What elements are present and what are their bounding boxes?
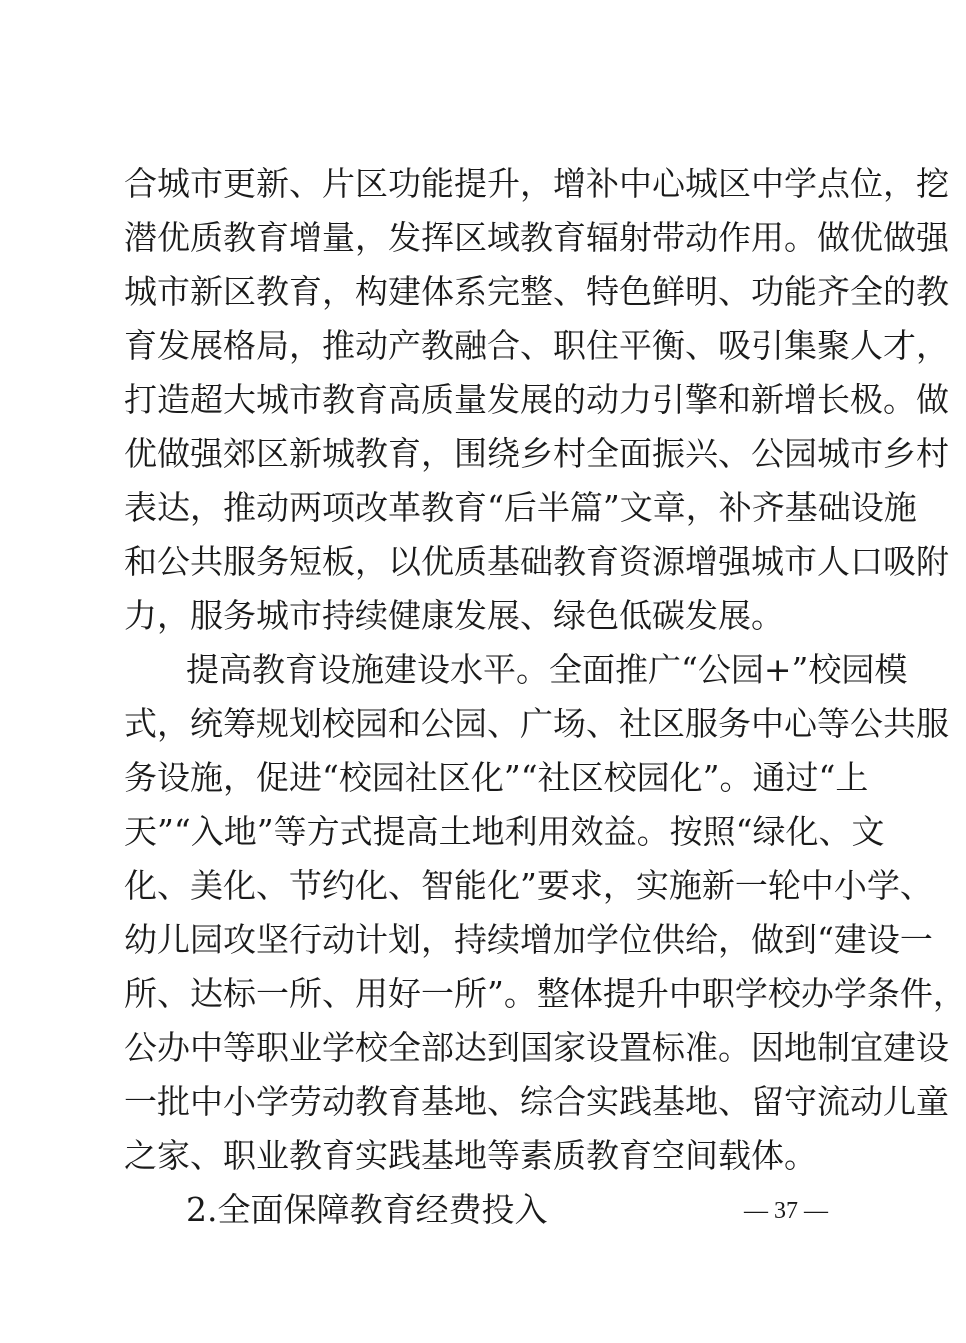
text-line: 表达，推动两项改革教育“后半篇”文章，补齐基础设施 xyxy=(124,488,917,527)
text-line: 幼儿园攻坚行动计划，持续增加学位供给，做到“建设一 xyxy=(124,920,933,959)
section-heading: 2.全面保障教育经费投入 xyxy=(186,1190,548,1229)
text-line: 天”“入地”等方式提高土地利用效益。按照“绿化、文 xyxy=(124,812,885,851)
text-line: 打造超大城市教育高质量发展的动力引擎和新增长极。做 xyxy=(124,380,949,419)
text-line: 提高教育设施建设水平。全面推广“公园+”校园模 xyxy=(186,650,908,689)
text-line: 所、达标一所、用好一所”。整体提升中职学校办学条件， xyxy=(124,974,966,1013)
text-line: 合城市更新、片区功能提升，增补中心城区中学点位，挖 xyxy=(124,164,949,203)
text-line: 公办中等职业学校全部达到国家设置标准。因地制宜建设 xyxy=(124,1028,949,1067)
text-line: 之家、职业教育实践基地等素质教育空间载体。 xyxy=(124,1136,817,1175)
text-line: 城市新区教育，构建体系完整、特色鲜明、功能齐全的教 xyxy=(124,272,949,311)
text-line: 化、美化、节约化、智能化”要求，实施新一轮中小学、 xyxy=(124,866,933,905)
text-line: 育发展格局，推动产教融合、职住平衡、吸引集聚人才， xyxy=(124,326,949,365)
text-line: 务设施，促进“校园社区化”“社区校园化”。通过“上 xyxy=(124,758,869,797)
page-number: — 37 — xyxy=(744,1198,828,1224)
text-line: 优做强郊区新城教育，围绕乡村全面振兴、公园城市乡村 xyxy=(124,434,949,473)
text-line: 潜优质教育增量，发挥区域教育辐射带动作用。做优做强 xyxy=(124,218,949,257)
text-line: 力，服务城市持续健康发展、绿色低碳发展。 xyxy=(124,596,784,635)
text-line: 一批中小学劳动教育基地、综合实践基地、留守流动儿童 xyxy=(124,1082,949,1121)
text-line: 式，统筹规划校园和公园、广场、社区服务中心等公共服 xyxy=(124,704,949,743)
text-line: 和公共服务短板，以优质基础教育资源增强城市人口吸附 xyxy=(124,542,949,581)
